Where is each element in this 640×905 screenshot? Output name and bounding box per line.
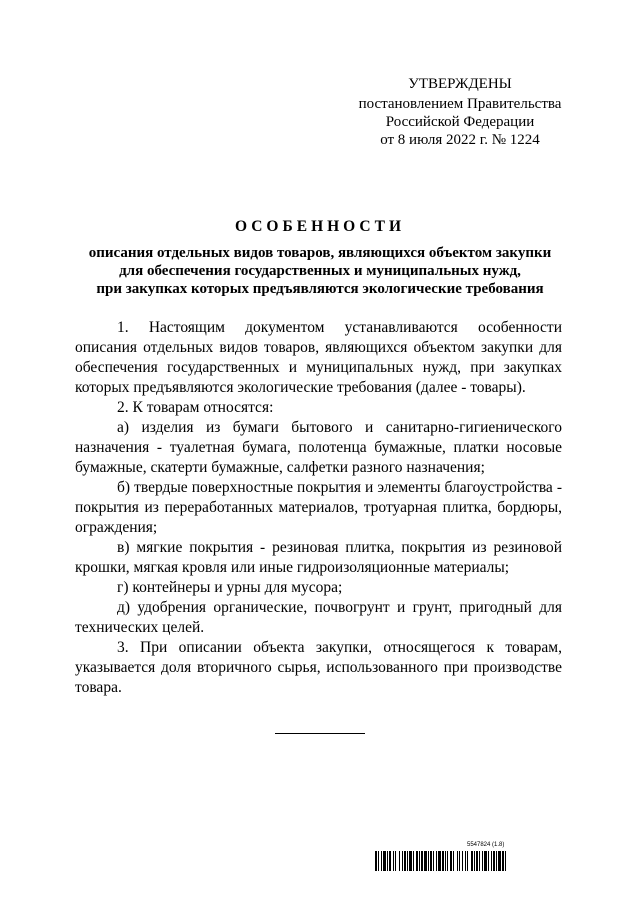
paragraph-2c: в) мягкие покрытия - резиновая плитка, покрытия из резиновой крошки, мягкая кровля или иные гидроизоляционные материалы; — [75, 539, 562, 576]
approval-line-1: постановлением Правительства — [358, 96, 562, 112]
barcode-bar — [430, 851, 432, 871]
barcode-image — [375, 851, 600, 871]
barcode-bar — [493, 851, 495, 871]
barcode-bar — [381, 851, 382, 871]
barcode-bar — [436, 851, 437, 871]
paragraph-3: 3. При описании объекта закупки, относящегося к товарам, указывается доля вторичного сырья, использованного при производстве товара. — [75, 639, 562, 696]
approval-line-3: от 8 июля 2022 г. № 1224 — [380, 132, 540, 148]
barcode-bar — [457, 851, 458, 871]
barcode-bar — [505, 851, 506, 871]
barcode-bar — [395, 851, 396, 871]
document-subtitle — [60, 244, 580, 298]
barcode-bar — [409, 851, 412, 871]
barcode-bar — [438, 851, 441, 871]
barcode-bar — [447, 851, 448, 871]
paragraph-1: 1. Настоящим документом устанавливаются особенности описания отдельных видов товаров, являющихся объектом закупки для обеспечения государственных и муниципальных нужд, при закупках которых предъявляются экологические требования (далее - товары). — [75, 319, 562, 396]
subtitle-line-3: при закупках которых предъявляются экологические требования — [96, 281, 544, 297]
barcode-bar — [479, 851, 480, 871]
paragraph-2d: г) контейнеры и урны для мусора; — [117, 579, 343, 596]
barcode-bar — [482, 851, 483, 871]
barcode-bar — [498, 851, 501, 871]
paragraph-2e: д) удобрения органические, почвогрунт и грунт, пригодный для технических целей. — [75, 599, 562, 636]
barcode-bar — [378, 851, 379, 871]
barcode-bar — [502, 851, 504, 871]
barcode-bar — [402, 851, 403, 871]
barcode-bar — [450, 851, 452, 871]
barcode-bar — [465, 851, 466, 871]
barcode-bar — [428, 851, 429, 871]
barcode-bar — [389, 851, 391, 871]
barcode-bar — [484, 851, 487, 871]
paragraph-2: 2. К товарам относятся: — [117, 399, 274, 416]
paragraph-2b: б) твердые поверхностные покрытия и элементы благоустройства - покрытия из переработанных материалов, тротуарная плитка, бордюры, ограждения; — [75, 479, 562, 536]
barcode-bar — [467, 851, 468, 871]
barcode-bar — [419, 851, 420, 871]
barcode-bar — [393, 851, 394, 871]
barcode-number: 5547824 (1.8) — [467, 842, 505, 848]
barcode-bar — [404, 851, 406, 871]
barcode-bar — [471, 851, 473, 871]
subtitle-line-2: для обеспечения государственных и муниципальных нужд, — [119, 263, 521, 279]
barcode-bar — [375, 851, 377, 871]
end-separator — [275, 733, 365, 734]
barcode-bar — [424, 851, 427, 871]
document-title: ОСОБЕННОСТИ — [234, 218, 406, 235]
barcode-bar — [488, 851, 489, 871]
barcode-bar — [445, 851, 446, 871]
approval-heading: УТВЕРЖДЕНЫ — [408, 76, 512, 92]
barcode-bar — [453, 851, 454, 871]
subtitle-line-1: описания отдельных видов товаров, являющихся объектом закупки — [88, 245, 552, 261]
barcode-bar — [407, 851, 408, 871]
barcode-bar — [491, 851, 492, 871]
barcode-bar — [399, 851, 400, 871]
barcode-bar — [421, 851, 423, 871]
barcode-bar — [442, 851, 444, 871]
barcode-bar — [462, 851, 463, 871]
barcode-bar — [413, 851, 414, 871]
barcode-bar — [383, 851, 386, 871]
paragraph-2a: а) изделия из бумаги бытового и санитарно-гигиенического назначения - туалетная бумага, полотенца бумажные, платки носовые бумажные, скатерти бумажные, салфетки разного назначения; — [75, 419, 562, 476]
barcode-bar — [459, 851, 460, 871]
approval-block — [330, 75, 590, 149]
barcode-bar — [476, 851, 478, 871]
approval-line-2: Российской Федерации — [385, 114, 535, 130]
barcode-bar — [433, 851, 434, 871]
document-body — [75, 318, 562, 698]
barcode-bar — [416, 851, 418, 871]
barcode-bar — [387, 851, 388, 871]
barcode-bar — [474, 851, 475, 871]
barcode-bar — [496, 851, 497, 871]
barcode-block — [375, 842, 600, 871]
